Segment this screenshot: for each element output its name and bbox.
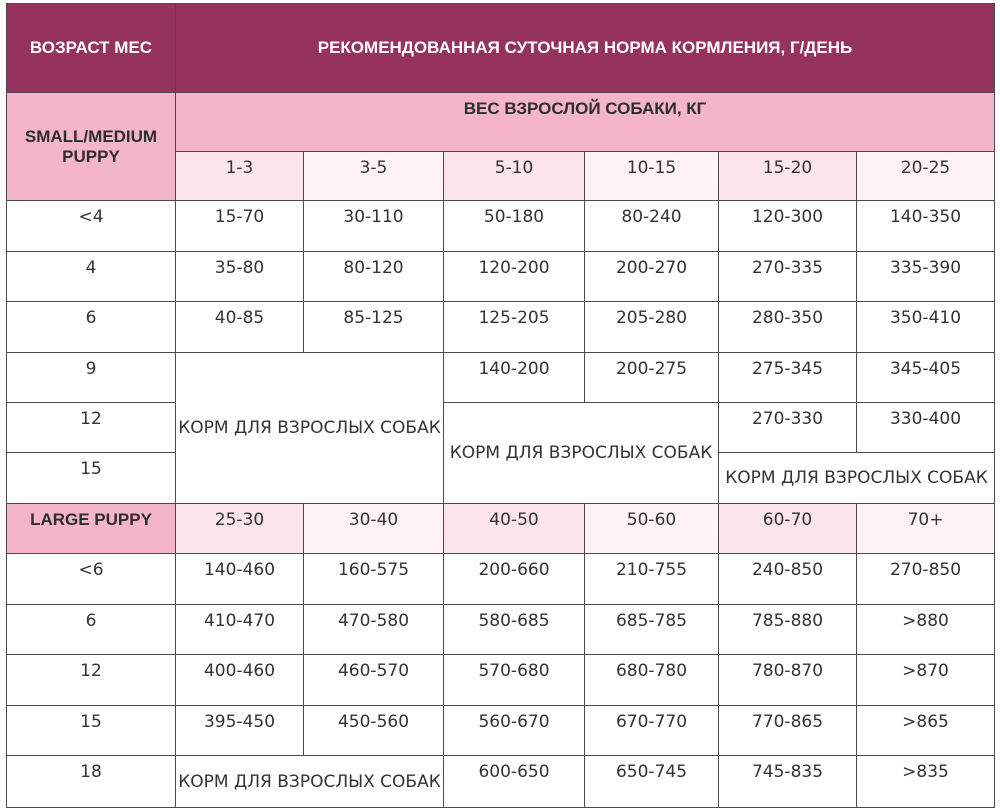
value-cell: 570-680: [444, 655, 585, 706]
adult-weight-header: ВЕС ВЗРОСЛОЙ СОБАКИ, КГ: [176, 93, 995, 152]
age-cell: 12: [7, 655, 176, 706]
value-cell: >870: [857, 655, 995, 706]
value-cell: 270-850: [857, 554, 995, 605]
weight-cell: 15-20: [719, 152, 857, 201]
adult-food-note: КОРМ ДЛЯ ВЗРОСЛЫХ СОБАК: [719, 453, 995, 504]
age-cell: 9: [7, 353, 176, 403]
value-cell: 600-650: [444, 756, 585, 808]
value-cell: 270-330: [719, 403, 857, 453]
value-cell: 15-70: [176, 201, 304, 252]
weight-cell: 1-3: [176, 152, 304, 201]
age-cell: <4: [7, 201, 176, 252]
age-cell: 15: [7, 706, 176, 756]
adult-food-note: КОРМ ДЛЯ ВЗРОСЛЫХ СОБАК: [176, 353, 444, 504]
value-cell: 685-785: [585, 605, 719, 655]
small-section-title-row: [7, 93, 995, 152]
value-cell: 460-570: [304, 655, 444, 706]
large-weight-row: [7, 504, 995, 554]
value-cell: 50-180: [444, 201, 585, 252]
adult-food-note: КОРМ ДЛЯ ВЗРОСЛЫХ СОБАК: [444, 403, 719, 504]
value-cell: 785-880: [719, 605, 857, 655]
table-row: [7, 554, 995, 605]
table-row: [7, 756, 995, 808]
value-cell: >835: [857, 756, 995, 808]
value-cell: 35-80: [176, 252, 304, 302]
table-row: [7, 252, 995, 302]
value-cell: 345-405: [857, 353, 995, 403]
value-cell: 680-780: [585, 655, 719, 706]
age-cell: 15: [7, 453, 176, 504]
value-cell: 200-275: [585, 353, 719, 403]
value-cell: 160-575: [304, 554, 444, 605]
value-cell: 275-345: [719, 353, 857, 403]
value-cell: 120-300: [719, 201, 857, 252]
value-cell: 560-670: [444, 706, 585, 756]
table-row: [7, 403, 995, 453]
weight-cell: 50-60: [585, 504, 719, 554]
value-cell: 745-835: [719, 756, 857, 808]
age-cell: 4: [7, 252, 176, 302]
weight-cell: 70+: [857, 504, 995, 554]
table-row: [7, 201, 995, 252]
table-row: [7, 353, 995, 403]
value-cell: 410-470: [176, 605, 304, 655]
table-row: [7, 706, 995, 756]
value-cell: 330-400: [857, 403, 995, 453]
value-cell: 270-335: [719, 252, 857, 302]
value-cell: >865: [857, 706, 995, 756]
value-cell: 85-125: [304, 302, 444, 353]
value-cell: 140-200: [444, 353, 585, 403]
weight-cell: 10-15: [585, 152, 719, 201]
age-cell: 6: [7, 605, 176, 655]
age-cell: 12: [7, 403, 176, 453]
value-cell: 400-460: [176, 655, 304, 706]
value-cell: 210-755: [585, 554, 719, 605]
age-column-header: ВОЗРАСТ МЕС: [7, 4, 176, 93]
weight-cell: 25-30: [176, 504, 304, 554]
value-cell: 120-200: [444, 252, 585, 302]
value-cell: 140-460: [176, 554, 304, 605]
weight-cell: 3-5: [304, 152, 444, 201]
table-title: РЕКОМЕНДОВАННАЯ СУТОЧНАЯ НОРМА КОРМЛЕНИЯ, Г/ДЕНЬ: [176, 4, 995, 93]
value-cell: 580-685: [444, 605, 585, 655]
value-cell: 125-205: [444, 302, 585, 353]
weight-cell: 20-25: [857, 152, 995, 201]
adult-food-note: КОРМ ДЛЯ ВЗРОСЛЫХ СОБАК: [176, 756, 444, 808]
value-cell: 780-870: [719, 655, 857, 706]
value-cell: 80-240: [585, 201, 719, 252]
feeding-table-wrapper: [6, 3, 995, 808]
value-cell: 650-745: [585, 756, 719, 808]
value-cell: 280-350: [719, 302, 857, 353]
header-row: [7, 4, 995, 93]
value-cell: 470-580: [304, 605, 444, 655]
value-cell: 80-120: [304, 252, 444, 302]
value-cell: 670-770: [585, 706, 719, 756]
weight-cell: 5-10: [444, 152, 585, 201]
weight-cell: 60-70: [719, 504, 857, 554]
value-cell: 450-560: [304, 706, 444, 756]
value-cell: 240-850: [719, 554, 857, 605]
value-cell: 30-110: [304, 201, 444, 252]
value-cell: 205-280: [585, 302, 719, 353]
age-cell: 6: [7, 302, 176, 353]
value-cell: 200-660: [444, 554, 585, 605]
table-row: [7, 655, 995, 706]
value-cell: 770-865: [719, 706, 857, 756]
value-cell: 200-270: [585, 252, 719, 302]
table-row: [7, 302, 995, 353]
value-cell: 335-390: [857, 252, 995, 302]
feeding-norm-table: [6, 3, 995, 808]
value-cell: >880: [857, 605, 995, 655]
weight-cell: 40-50: [444, 504, 585, 554]
value-cell: 350-410: [857, 302, 995, 353]
table-row: [7, 605, 995, 655]
value-cell: 395-450: [176, 706, 304, 756]
age-cell: 18: [7, 756, 176, 808]
value-cell: 40-85: [176, 302, 304, 353]
value-cell: 140-350: [857, 201, 995, 252]
large-puppy-label: LARGE PUPPY: [7, 504, 176, 554]
weight-cell: 30-40: [304, 504, 444, 554]
small-medium-puppy-label: SMALL/MEDIUM PUPPY: [7, 93, 176, 201]
age-cell: <6: [7, 554, 176, 605]
